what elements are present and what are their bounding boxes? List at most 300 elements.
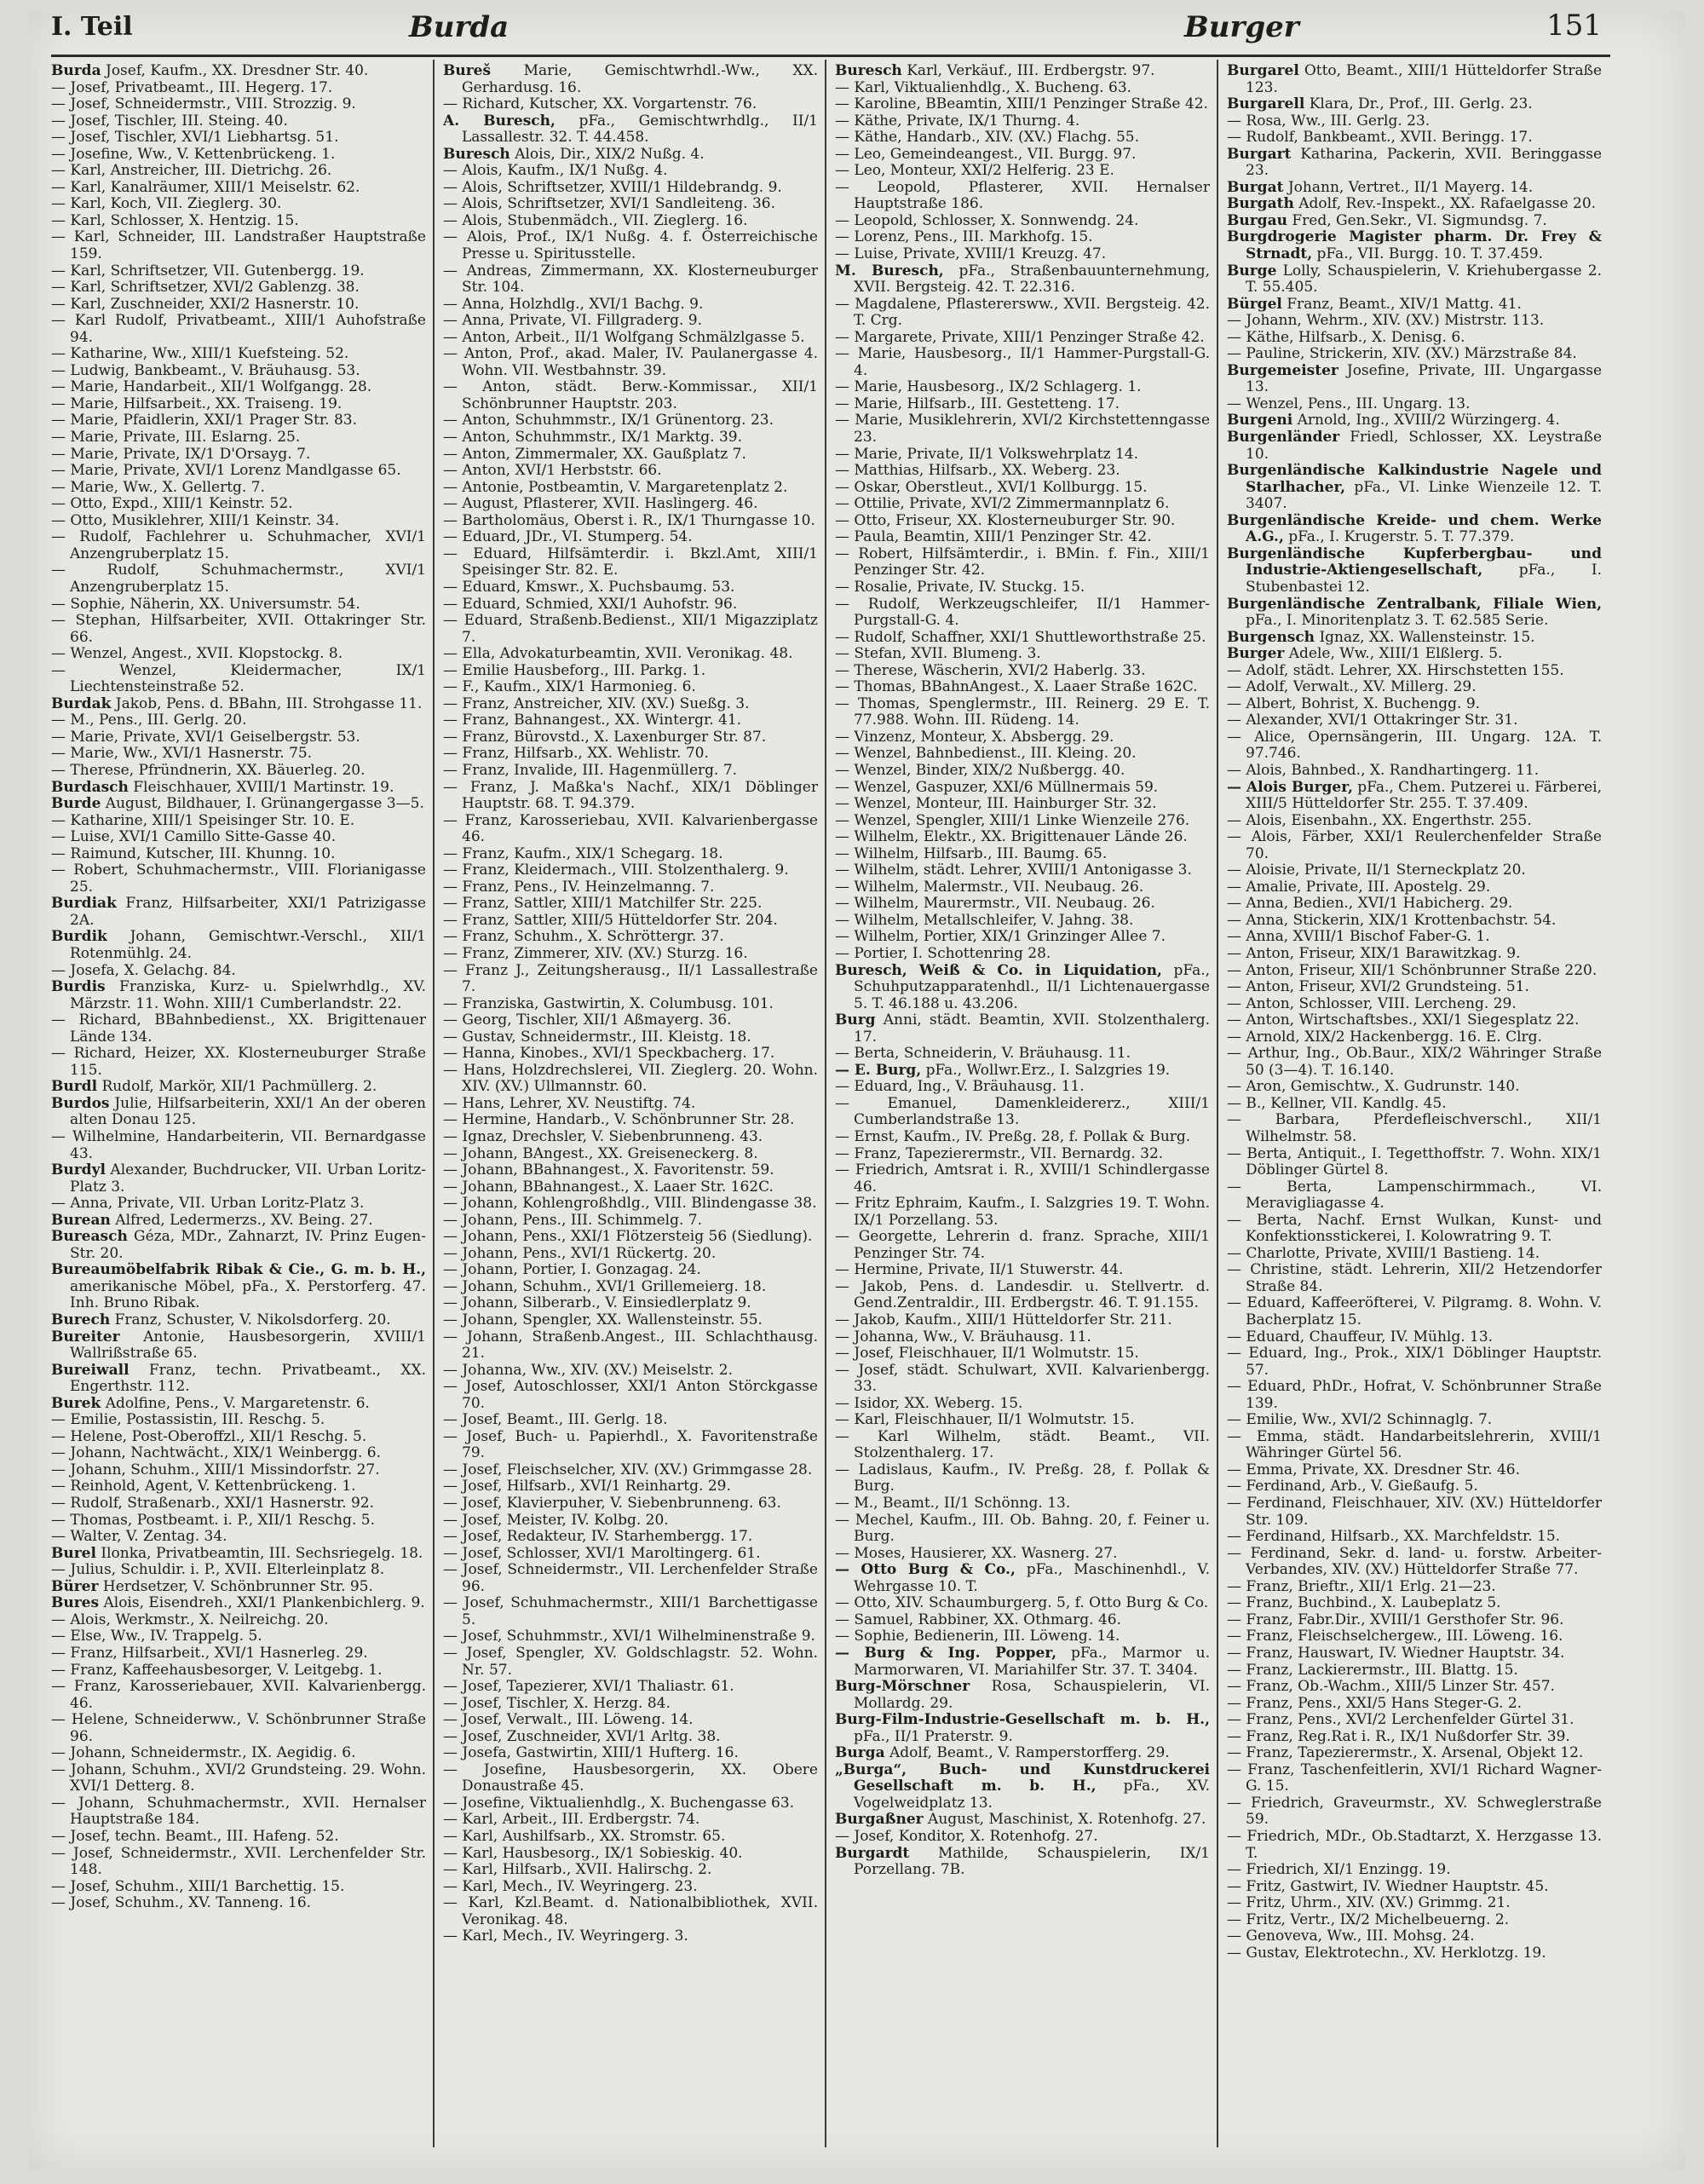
column-divider [825, 60, 826, 2147]
entry-text: — Eduard, Straßenb.Bedienst., XII/1 Migazziplatz 7. [443, 612, 818, 646]
entry-text: — Franz, Karosseriebau, XVII. Kalvarienbergasse 46. [443, 811, 818, 846]
directory-entry [835, 330, 1210, 347]
directory-entry [443, 1645, 818, 1679]
directory-entry [443, 1146, 818, 1163]
directory-entry [51, 363, 426, 380]
entry-text: — Franz, Taschenfeitlerin, XVI/1 Richard Wagner-G. 15. [1227, 1760, 1602, 1795]
directory-entry [51, 1562, 426, 1579]
directory-entry [835, 1012, 1210, 1046]
entry-text: pFa., II/1 Praterstr. 9. [854, 1727, 1013, 1745]
directory-entry [51, 313, 426, 346]
entry-text: — Wilhelm, Hilfsarb., III. Baumg. 65. [835, 844, 1108, 862]
directory-entry [51, 896, 426, 929]
directory-entry [443, 1379, 818, 1412]
directory-entry [1227, 1579, 1602, 1596]
entry-text: Franz, Schuster, V. Nikolsdorferg. 20. [114, 1311, 391, 1329]
directory-entry [51, 63, 426, 80]
entry-surname: M. Buresch, [835, 262, 944, 279]
entry-text: — Josefine, Hausbesorgerin, XX. Obere Donaustraße 45. [443, 1760, 818, 1795]
entry-text: — Marie, Handarbeit., XII/1 Wolfgangg. 28. [51, 378, 372, 396]
directory-entry [1227, 646, 1602, 663]
entry-text: Antonie, Hausbesorgerin, XVIII/1 Wallrißstraße 65. [70, 1328, 426, 1363]
directory-entry [835, 1562, 1210, 1595]
entry-text: — Pauline, Strickerin, XIV. (XV.) Märzstraße 84. [1227, 345, 1577, 363]
directory-entry [443, 1295, 818, 1312]
entry-surname: Burdasch [51, 778, 129, 796]
entry-surname: Burdak [51, 694, 112, 712]
entry-text: — Josef, Konditor, X. Rotenhofg. 27. [835, 1827, 1098, 1845]
directory-entry [835, 1063, 1210, 1080]
entry-text: Mathilde, Schauspielerin, IX/1 Porzellang. 7B. [854, 1844, 1210, 1879]
entry-text: — Karl, Hilfsarb., XVII. Halirschg. 2. [443, 1861, 712, 1879]
directory-entry [1227, 1495, 1602, 1529]
directory-entry [51, 862, 426, 896]
directory-entry [1227, 113, 1602, 130]
entry-text: — Gustav, Schneidermstr., III. Kleistg. 18. [443, 1028, 751, 1046]
entry-text: — Berta, Antiquit., I. Tegetthoffstr. 7. Wohn. XIX/1 Döblinger Gürtel 8. [1227, 1144, 1602, 1179]
entry-text: — Johann, Schneidermstr., IX. Aegidig. 6. [51, 1744, 356, 1762]
entry-text: — Oskar, Oberstleut., XVI/1 Kollburgg. 15. [835, 478, 1148, 496]
directory-entry [835, 463, 1210, 480]
column-divider [1217, 60, 1218, 2147]
directory-entry [51, 1129, 426, 1162]
directory-entry [835, 529, 1210, 546]
directory-entry [1227, 1096, 1602, 1113]
entry-text: pFa., Chem. Putzerei u. Färberei, XIII/5 Hütteldorfer Str. 255. T. 37.409. [1246, 778, 1602, 813]
directory-entry [1227, 679, 1602, 696]
entry-text: — Robert, Schuhmachermstr., VIII. Florianigasse 25. [51, 861, 426, 896]
entry-text: — Franz, Karosseriebauer, XVII. Kalvarienbergg. 46. [51, 1678, 426, 1712]
entry-text: — Käthe, Hilfsarb., X. Denisg. 6. [1227, 328, 1465, 346]
directory-entry [51, 696, 426, 713]
entry-text: — Lorenz, Pens., III. Markhofg. 15. [835, 228, 1093, 246]
entry-text: — Luise, Private, XVIII/1 Kreuzg. 47. [835, 245, 1107, 263]
entry-text: — Josef, Hilfsarb., XVI/1 Reinhartg. 29. [443, 1478, 731, 1495]
directory-entry [835, 963, 1210, 1013]
directory-entry [443, 330, 818, 347]
entry-text: Franz, techn. Privatbeamt., XX. Engerthstr. 112. [70, 1361, 426, 1396]
entry-text: — Richard, Kutscher, XX. Vorgartenstr. 76. [443, 95, 757, 113]
directory-entry [51, 1162, 426, 1196]
entry-surname: Burgenländische Kreide- und chem. Werke A.G., [1227, 511, 1602, 546]
entry-text: — Helene, Post-Oberoffzl., XII/1 Reschg. 5. [51, 1427, 367, 1445]
entry-text: — Johann, Spengler, XX. Wallensteinstr. 55. [443, 1311, 763, 1329]
directory-entry [1227, 1595, 1602, 1612]
entry-text: — Anton, Wirtschaftsbes., XXI/1 Siegesplatz 22. [1227, 1011, 1580, 1029]
directory-entry [443, 513, 818, 530]
directory-entry [1227, 1945, 1602, 1962]
entry-text: — Johann, Schuhm., XVI/1 Grillemeierg. 18. [443, 1277, 767, 1295]
entry-text: — Franz, Kleidermach., VIII. Stolzenthalerg. 9. [443, 861, 789, 879]
directory-entry [51, 963, 426, 980]
entry-text: Fred, Gen.Sekr., VI. Sigmundsg. 7. [1292, 211, 1547, 229]
entry-text: — Rudolf, Bankbeamt., XVII. Beringg. 17. [1227, 129, 1533, 147]
entry-text: — Wenzel, Angest., XVII. Klopstockg. 8. [51, 645, 343, 663]
entry-text: — Anton, Prof., akad. Maler, IV. Paulanergasse 4. Wohn. VII. Westbahnstr. 39. [443, 345, 818, 379]
entry-text: — Hermine, Private, II/1 Stuwerstr. 44. [835, 1261, 1124, 1279]
entry-text: — Leopold, Pflasterer, XVII. Hernalser Hauptstraße 186. [835, 178, 1210, 213]
entry-text: — Karl, Zuschneider, XXI/2 Hasnerstr. 10. [51, 295, 360, 313]
entry-surname: Burgat [1227, 178, 1284, 196]
entry-text: — Leo, Gemeindeangest., VII. Burgg. 97. [835, 145, 1137, 163]
entry-text: — Eduard, JDr., VI. Stumperg. 54. [443, 528, 693, 546]
entry-text: — Karl, Koch, VII. Zieglerg. 30. [51, 195, 282, 213]
directory-entry [835, 1346, 1210, 1363]
directory-entry [1227, 1329, 1602, 1346]
directory-entry [1227, 313, 1602, 330]
entry-text: — Franz, Anstreicher, XIV. (XV.) Sueßg. 3. [443, 694, 750, 712]
entry-surname: Burel [51, 1544, 96, 1562]
entry-text: — Josef, Schlosser, XVI/1 Maroltingerg. 61. [443, 1544, 761, 1562]
entry-text: — Johann, Wehrm., XIV. (XV.) Mistrstr. 113. [1227, 312, 1545, 330]
directory-entry [1227, 429, 1602, 463]
directory-entry [51, 1329, 426, 1363]
directory-entry [835, 913, 1210, 930]
directory-entry [443, 1063, 818, 1096]
directory-entry [1227, 263, 1602, 297]
entry-text: — Friedrich, Graveurmstr., XV. Schweglerstraße 59. [1227, 1794, 1602, 1829]
entry-text: — Otto, Friseur, XX. Klosterneuburger Str. 90. [835, 511, 1176, 529]
entry-surname: Burgenländische Kalkindustrie Nagele und Starlhacher, [1227, 462, 1602, 496]
directory-entry [835, 929, 1210, 946]
directory-entry [443, 913, 818, 930]
directory-entry [443, 1495, 818, 1513]
directory-entry [443, 297, 818, 314]
directory-entry [443, 679, 818, 696]
entry-text: — Ella, Advokaturbeamtin, XVII. Veronikag. 48. [443, 645, 793, 663]
entry-text: — Portier, I. Schottenring 28. [835, 944, 1051, 962]
entry-text: — Alexander, XVI/1 Ottakringer Str. 31. [1227, 712, 1518, 729]
entry-text: — Emilie, Ww., XVI/2 Schinnaglg. 7. [1227, 1411, 1493, 1429]
entry-text: — Eduard, Hilfsämterdir. i. Bkzl.Amt, XIII/1 Speisinger Str. 82. E. [443, 545, 818, 579]
entry-surname: Burdos [51, 1094, 110, 1112]
directory-entry [51, 1645, 426, 1662]
entry-text: — Eduard, Kaffeeröfterei, V. Pilgramg. 8. Wohn. V. Bacherplatz 15. [1227, 1294, 1602, 1329]
entry-surname: Bureasch [51, 1228, 128, 1246]
entry-text: — Emilie Hausbeforg., III. Parkg. 1. [443, 661, 706, 679]
directory-entry [835, 829, 1210, 846]
entry-text: Franziska, Kurz- u. Spielwrhdlg., XV. Märzstr. 11. Wohn. XIII/1 Cumberlandstr. 22. [70, 978, 426, 1012]
entry-text: — Josef, techn. Beamt., III. Hafeng. 52. [51, 1827, 339, 1845]
directory-entry [51, 1079, 426, 1096]
directory-entry [1227, 1079, 1602, 1096]
directory-entry [1227, 1879, 1602, 1896]
entry-text: Katharina, Packerin, XVII. Beringgasse 23. [1246, 145, 1602, 180]
directory-column-2 [443, 63, 818, 2142]
entry-surname: Burg-Film-Industrie-Gesellschaft m. b. H., [835, 1711, 1210, 1729]
entry-text: — Franz, Sattler, XIII/1 Matchilfer Str. 225. [443, 895, 763, 913]
entry-text: — Josef, Tapezierer, XVI/1 Thaliastr. 61. [443, 1678, 734, 1696]
directory-entry [51, 929, 426, 962]
entry-text: pFa., I. Krugerstr. 5. T. 77.379. [1288, 528, 1515, 546]
directory-column-3 [835, 63, 1210, 2142]
entry-text: — Franz, Pens., IV. Heinzelmanng. 7. [443, 878, 715, 896]
entry-text: — Marie, Private, XVI/1 Lorenz Mandlgasse 65. [51, 462, 401, 480]
entry-text: — Samuel, Rabbiner, XX. Othmarg. 46. [835, 1611, 1121, 1628]
directory-entry [1227, 1146, 1602, 1179]
entry-text: — Anton, Arbeit., II/1 Wolfgang Schmälzlgasse 5. [443, 328, 805, 346]
entry-text: — Wenzel, Bahnbedienst., III. Kleing. 20. [835, 745, 1137, 763]
directory-entry [443, 1595, 818, 1628]
directory-entry [443, 1046, 818, 1063]
entry-text: — Adolf, städt. Lehrer, XX. Hirschstetten 155. [1227, 661, 1564, 679]
directory-entry [51, 1396, 426, 1413]
directory-entry [443, 529, 818, 546]
entry-text: — Franz, Hilfsarbeit., XVI/1 Hasnerleg. 29. [51, 1644, 368, 1662]
entry-text: — Marie, Musiklehrerin, XVI/2 Kirchstettenngasse 23. [835, 412, 1210, 447]
entry-text: — Franz, Pens., XVI/2 Lerchenfelder Gürtel 31. [1227, 1711, 1574, 1729]
directory-entry [1227, 913, 1602, 930]
entry-text: — Wilhelm, Maurermstr., VII. Neubaug. 26. [835, 895, 1155, 913]
entry-text: — Julius, Schuldir. i. P., XVII. Elterleinplatz 8. [51, 1561, 385, 1579]
entry-text: — Josefa, Gastwirtin, XIII/1 Hufterg. 16. [443, 1744, 739, 1762]
entry-text: — Anton, Schlosser, VIII. Lercheng. 29. [1227, 994, 1517, 1012]
directory-entry [443, 1096, 818, 1113]
directory-entry [1227, 829, 1602, 862]
directory-entry [835, 1096, 1210, 1129]
entry-text: — Johanna, Ww., V. Bräuhausg. 11. [835, 1328, 1091, 1346]
entry-text: pFa., I. Minoritenplatz 3. T. 62.585 Serie. [1246, 612, 1549, 630]
entry-text: Alois, Dir., XIX/2 Nußg. 4. [515, 145, 705, 163]
directory-entry [443, 663, 818, 680]
directory-entry [835, 1412, 1210, 1429]
directory-entry [1227, 596, 1602, 630]
directory-entry [1227, 1412, 1602, 1429]
directory-entry [443, 646, 818, 663]
directory-entry [835, 1513, 1210, 1546]
directory-entry [51, 1513, 426, 1530]
directory-entry [835, 1546, 1210, 1563]
entry-text: Alois, Eisendreh., XXI/1 Plankenbichlerg. 9. [103, 1594, 425, 1612]
entry-text: — Stefan, XVII. Blumeng. 3. [835, 645, 1041, 663]
directory-entry [443, 496, 818, 513]
directory-entry [1227, 363, 1602, 396]
directory-entry [1227, 130, 1602, 147]
directory-entry [1227, 396, 1602, 413]
entry-text: — Josef, städt. Schulwart, XVII. Kalvarienbergg. 33. [835, 1361, 1210, 1396]
directory-entry [51, 646, 426, 663]
directory-entry [51, 1312, 426, 1329]
entry-text: amerikanische Möbel, pFa., X. Perstorferg. 47. Inh. Bruno Ribak. [70, 1277, 426, 1312]
directory-entry [443, 63, 818, 96]
entry-text: — B., Kellner, VII. Kandlg. 45. [1227, 1094, 1447, 1112]
entry-text: — Christine, städt. Lehrerin, XII/2 Hetzendorfer Straße 84. [1227, 1261, 1602, 1295]
entry-text: — Johann, Silberarb., V. Einsiedlerplatz 9. [443, 1294, 751, 1312]
entry-text: — Ferdinand, Fleischhauer, XIV. (XV.) Hütteldorfer Str. 109. [1227, 1495, 1602, 1529]
directory-entry [443, 96, 818, 113]
entry-surname: Burgarell [1227, 95, 1305, 113]
directory-entry [443, 429, 818, 447]
entry-text: — Magdalene, Pflasterersww., XVII. Bergsteig. 42. T. Crg. [835, 295, 1210, 330]
entry-text: — Johann, Schuhmachermstr., XVII. Hernalser Hauptstraße 184. [51, 1794, 426, 1829]
directory-entry [443, 1429, 818, 1462]
entry-text: pFa., VII. Burgg. 10. T. 37.459. [1316, 245, 1544, 263]
directory-entry [443, 1546, 818, 1563]
directory-entry [51, 297, 426, 314]
entry-text: — Anton, Friseur, XIX/1 Barawitzkag. 9. [1227, 944, 1521, 962]
directory-entry [443, 1129, 818, 1146]
directory-entry [443, 1762, 818, 1795]
entry-text: — Franz, Bürovstd., X. Laxenburger Str. 87. [443, 728, 767, 746]
entry-surname: Burgeni [1227, 412, 1293, 429]
entry-text: Franz, Hilfsarbeiter, XXI/1 Patrizigasse 2A. [70, 895, 426, 929]
entry-text: — Josef, Tischler, III. Steing. 40. [51, 112, 288, 130]
entry-text: — Franz, Ob.-Wachm., XIII/5 Linzer Str. 457. [1227, 1678, 1555, 1696]
entry-surname: Burgemeister [1227, 361, 1338, 379]
directory-entry [835, 412, 1210, 446]
entry-text: — Anna, Stickerin, XIX/1 Krottenbachstr. 54. [1227, 911, 1557, 929]
directory-entry [835, 1229, 1210, 1262]
directory-entry [51, 1412, 426, 1429]
directory-entry [835, 630, 1210, 647]
directory-entry [1227, 1628, 1602, 1645]
entry-text: — Franz, Buchbind., X. Laubeplatz 5. [1227, 1594, 1501, 1612]
directory-entry [835, 1363, 1210, 1396]
directory-entry [835, 163, 1210, 180]
entry-text: pFa., XV. Vogelweidplatz 13. [854, 1778, 1210, 1812]
entry-text: — Franz J., Zeitungsherausg., II/1 Lassallestraße 7. [443, 961, 818, 996]
entry-text: — Anton, Friseur, XVI/2 Grundsteing. 51. [1227, 978, 1529, 996]
entry-text: — Otto, Musiklehrer, XIII/1 Keinstr. 34. [51, 511, 340, 529]
entry-text: — Karl, Mech., IV. Weyringerg. 23. [443, 1877, 698, 1895]
directory-entry [443, 1312, 818, 1329]
entry-text: Adolf, Rev.-Inspekt., XX. Rafaelgasse 20. [1298, 195, 1597, 213]
entry-text: — Berta, Nachf. Ernst Wulkan, Kunst- und Konfektionsstickerei, I. Kolowratring 9. T. [1227, 1211, 1602, 1246]
entry-text: — Emanuel, Damenkleidererz., XIII/1 Cumberlandstraße 13. [835, 1094, 1210, 1129]
directory-entry [835, 229, 1210, 246]
entry-text: — Karl, Schriftsetzer, VII. Gutenbergg. 19. [51, 262, 365, 279]
entry-text: — Franziska, Gastwirtin, X. Columbusg. 101. [443, 994, 774, 1012]
entry-text: Géza, MDr., Zahnarzt, IV. Prinz Eugen-Str. 20. [70, 1228, 426, 1262]
entry-text: August, Bildhauer, I. Grünangergasse 3—5. [105, 795, 424, 813]
entry-text: — Franz, Zimmerer, XIV. (XV.) Sturzg. 16. [443, 944, 748, 962]
entry-text: — Marie, Private, IX/1 D'Orsayg. 7. [51, 445, 311, 463]
entry-text: — Anna, Holzhdlg., XVI/1 Bachg. 9. [443, 295, 704, 313]
entry-text: — Wenzel, Kleidermacher, IX/1 Liechtensteinstraße 52. [51, 661, 426, 696]
entry-text: — Anna, Private, VII. Urban Loritz-Platz 3. [51, 1195, 365, 1213]
directory-entry [51, 263, 426, 280]
directory-entry [443, 147, 818, 164]
directory-entry [51, 80, 426, 97]
entry-text: — Rudolf, Schuhmachermstr., XVI/1 Anzengruberplatz 15. [51, 562, 426, 596]
directory-entry [51, 412, 426, 429]
entry-text: — Franz, Hauswart, IV. Wiedner Hauptstr. 34. [1227, 1644, 1565, 1662]
entry-text: — Arnold, XIX/2 Hackenbergg. 16. E. Clrg. [1227, 1028, 1542, 1046]
directory-entry [443, 1829, 818, 1846]
entry-text: — Mechel, Kaufm., III. Ob. Bahng. 20, f. Feiner u. Burg. [835, 1511, 1210, 1546]
entry-text: — Else, Ww., IV. Trappelg. 5. [51, 1628, 262, 1645]
directory-entry [835, 1612, 1210, 1629]
entry-text: — Franz, Sattler, XIII/5 Hütteldorfer Str. 204. [443, 911, 778, 929]
directory-entry [1227, 1546, 1602, 1579]
directory-entry [443, 1229, 818, 1246]
directory-entry [835, 1762, 1210, 1812]
entry-text: — Karl, Arbeit., III. Erdbergstr. 74. [443, 1811, 700, 1829]
entry-surname: Burek [51, 1394, 101, 1412]
directory-entry [835, 246, 1210, 263]
directory-entry [1227, 963, 1602, 980]
directory-entry [835, 646, 1210, 663]
entry-text: Ignaz, XX. Wallensteinstr. 15. [1319, 628, 1535, 646]
directory-entry [1227, 180, 1602, 197]
directory-entry [1227, 780, 1602, 813]
directory-entry [835, 96, 1210, 113]
entry-text: Friedl, Schlosser, XX. Leystraße 10. [1246, 429, 1602, 463]
directory-entry [51, 613, 426, 646]
directory-entry [835, 596, 1210, 630]
directory-entry [835, 1129, 1210, 1146]
directory-entry [835, 1829, 1210, 1846]
directory-entry [51, 829, 426, 846]
directory-entry [835, 1429, 1210, 1462]
directory-entry [1227, 663, 1602, 680]
directory-entry [443, 1729, 818, 1746]
entry-text: — Franz, Invalide, III. Hagenmüllerg. 7. [443, 761, 738, 779]
entry-text: Josefine, Private, III. Ungargasse 13. [1246, 361, 1602, 396]
directory-entry [51, 562, 426, 596]
directory-entry [443, 213, 818, 230]
directory-entry [835, 679, 1210, 696]
directory-entry [443, 263, 818, 297]
entry-text: — Raimund, Kutscher, III. Khunng. 10. [51, 844, 336, 862]
directory-entry [1227, 330, 1602, 347]
directory-entry [835, 796, 1210, 813]
entry-text: Alexander, Buchdrucker, VII. Urban Loritz-Platz 3. [70, 1161, 426, 1196]
directory-entry [1227, 1112, 1602, 1145]
directory-entry [1227, 929, 1602, 946]
entry-text: — August, Pflasterer, XVII. Haslingerg. 46. [443, 495, 758, 513]
directory-entry [51, 180, 426, 197]
directory-entry [1227, 1662, 1602, 1680]
entry-text: — Johann, Portier, I. Gonzagag. 24. [443, 1261, 701, 1279]
entry-text: — Otto, XIV. Schaumburgerg. 5, f. Otto Burg & Co. [835, 1594, 1209, 1612]
entry-text: — Eduard, Schmied, XXI/1 Auhofstr. 96. [443, 595, 738, 613]
directory-entry [51, 1429, 426, 1446]
directory-entry [51, 712, 426, 729]
entry-text: — Marie, Pfaidlerin, XXI/1 Prager Str. 83. [51, 412, 358, 429]
directory-entry [835, 263, 1210, 297]
entry-text: Adolf, Beamt., V. Ramperstorfferg. 29. [889, 1744, 1170, 1762]
directory-entry [51, 796, 426, 813]
directory-entry [1227, 1912, 1602, 1929]
directory-entry [1227, 96, 1602, 113]
entry-text: — Marie, Private, XVI/1 Geiselbergstr. 53. [51, 728, 360, 746]
directory-entry [1227, 1795, 1602, 1829]
entry-surname: Buresch, Weiß & Co. in Liquidation, [835, 961, 1162, 979]
directory-entry [835, 546, 1210, 579]
entry-surname: Burga [835, 1744, 885, 1762]
entry-text: — Wenzel, Spengler, XIII/1 Linke Wienzeile 276. [835, 811, 1190, 829]
entry-surname: Burg-Mörschner [835, 1678, 970, 1696]
entry-surname: Burgath [1227, 195, 1294, 213]
entry-text: — Josefa, X. Gelachg. 84. [51, 961, 236, 979]
directory-entry [443, 1213, 818, 1230]
part-label: I. Teil [51, 12, 133, 42]
entry-surname: Burgarel [1227, 63, 1299, 79]
entry-text: — Berta, Schneiderin, V. Bräuhausg. 11. [835, 1045, 1131, 1063]
entry-text: — Josef, Tischler, X. Herzg. 84. [443, 1694, 671, 1712]
entry-text: — Ferdinand, Sekr. d. land- u. forstw. Arbeiter-Verbandes, XIV. (XV.) Hütteldorfer Straße 77. [1227, 1544, 1602, 1579]
directory-entry [835, 1312, 1210, 1329]
entry-text: — Leopold, Schlosser, X. Sonnwendg. 24. [835, 211, 1139, 229]
entry-text: — Ferdinand, Arb., V. Gießaufg. 5. [1227, 1478, 1478, 1495]
entry-text: — Alois, Prof., IX/1 Nußg. 4. f. Österreichische Presse u. Spiritusstelle. [443, 228, 818, 263]
directory-entry [51, 496, 426, 513]
entry-text: — Karl, Schriftsetzer, XVI/2 Gablenzg. 38. [51, 279, 360, 297]
entry-text: — Johann, Straßenb.Angest., III. Schlachthausg. 21. [443, 1328, 818, 1363]
page-number: 151 [1546, 9, 1602, 43]
directory-entry [835, 729, 1210, 746]
